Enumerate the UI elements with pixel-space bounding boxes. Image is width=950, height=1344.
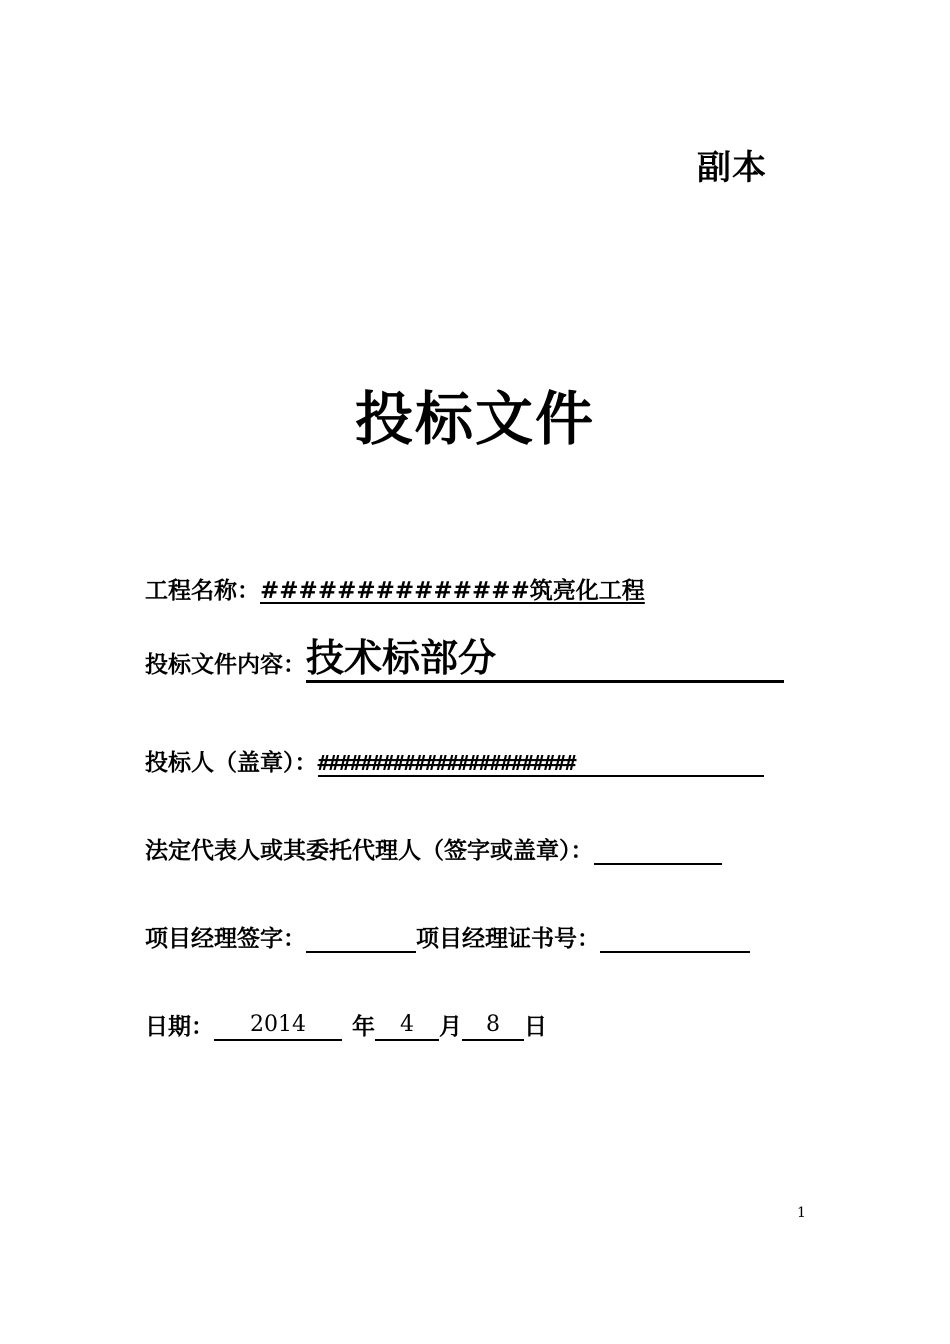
bidder-line	[318, 749, 764, 777]
pm-cert-label: 项目经理证书号：	[416, 926, 600, 952]
date-day: 8	[462, 1011, 524, 1041]
bidder-row	[145, 744, 764, 777]
content-label: 投标文件内容：	[145, 652, 306, 678]
date-year-unit: 年	[352, 1014, 375, 1040]
content-value: 技术标部分	[306, 636, 784, 683]
content-row	[145, 636, 784, 683]
copy-mark: 副本	[697, 148, 767, 188]
project-name-value: ##############筑亮化工程	[260, 578, 645, 604]
pm-sign-line	[306, 925, 416, 953]
legal-rep-label: 法定代表人或其委托代理人（签字或盖章）：	[145, 838, 594, 864]
project-name-row	[145, 572, 645, 605]
date-month: 4	[375, 1011, 439, 1041]
document-title: 投标文件	[354, 385, 595, 453]
date-day-unit: 日	[524, 1014, 547, 1040]
date-row	[145, 1008, 547, 1041]
project-name-label: 工程名称：	[145, 578, 260, 604]
bidder-label: 投标人（盖章）：	[145, 750, 318, 776]
legal-rep-row	[145, 832, 722, 865]
project-manager-row	[145, 920, 750, 953]
date-year: 2014	[214, 1011, 342, 1041]
pm-sign-label: 项目经理签字：	[145, 926, 306, 952]
bidder-value: ########################	[317, 751, 576, 775]
page-number: 1	[797, 1205, 806, 1221]
date-label: 日期：	[145, 1014, 214, 1040]
date-month-unit: 月	[439, 1014, 462, 1040]
legal-rep-line	[594, 837, 722, 865]
pm-cert-line	[600, 925, 750, 953]
